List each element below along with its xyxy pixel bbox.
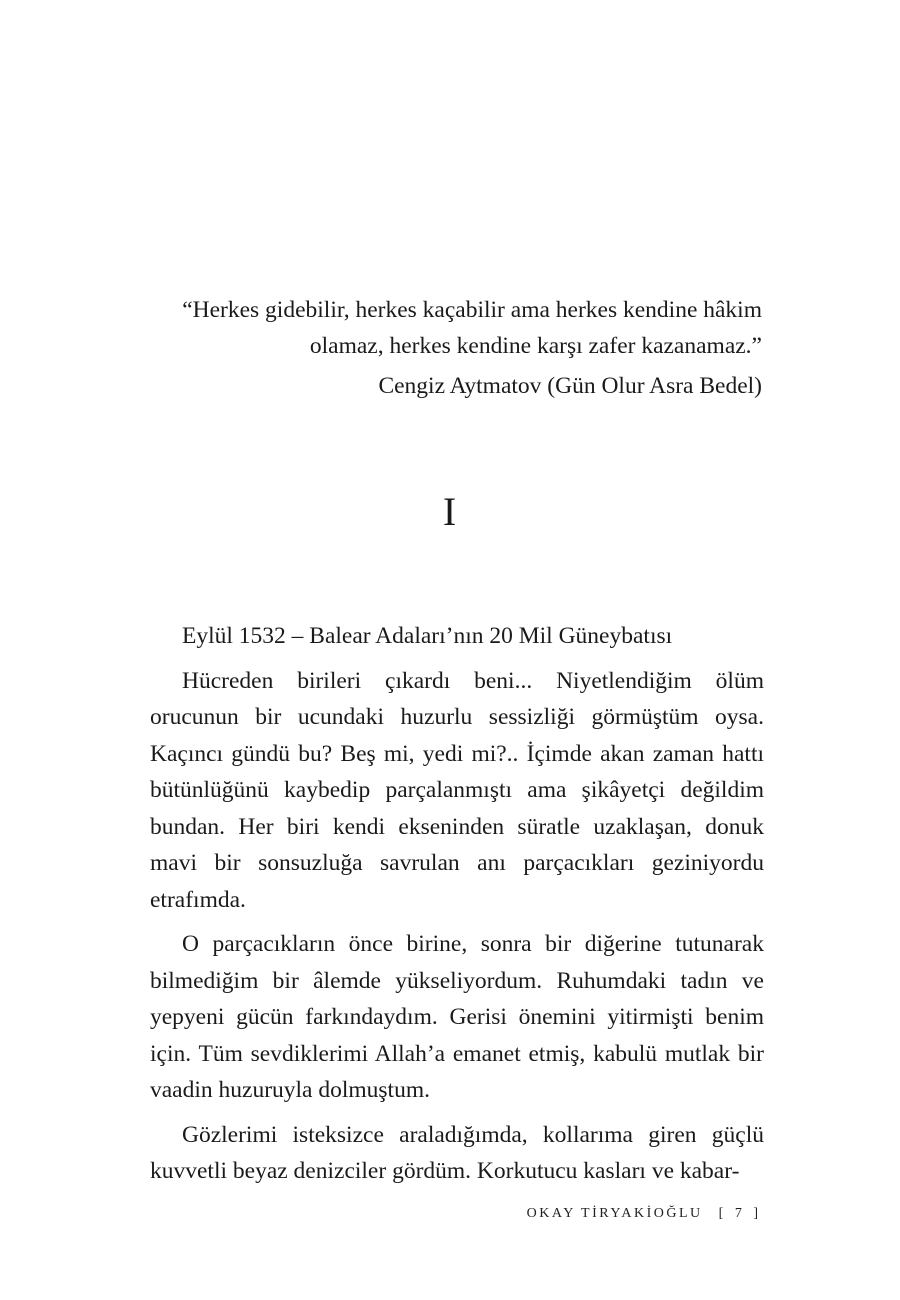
epigraph-line-2: olamaz, herkes kendine karşı zafer kazanamaz.” (309, 333, 762, 359)
section-heading: Eylül 1532 – Balear Adaları’nın 20 Mil Güneybatısı (182, 623, 673, 649)
paragraph: O parçacıkların önce birine, sonra bir diğerine tutunarak bilmediğim bir âlemde yükseliyordum. Ruhumdaki tadın ve yepyeni gücün farkındaydım. Gerisi önemini yitirmişti benim için. Tüm sevdiklerimi Allah’a emanet etmiş, kabulü mutlak bir vaadin huzuruyla dolmuştum. (150, 931, 764, 1103)
paragraph: Gözlerimi isteksizce araladığımda, kollarıma giren güçlü kuvvetli beyaz denizciler gördüm. Korkutucu kasları ve kabar- (150, 1121, 764, 1184)
footer-author: OKAY TİRYAKİOĞLU (526, 1206, 703, 1221)
epigraph (122, 292, 762, 404)
running-footer (527, 1206, 762, 1222)
epigraph-attribution: Cengiz Aytmatov (Gün Olur Asra Bedel) (378, 373, 762, 399)
body-text (150, 618, 764, 1198)
epigraph-line-1: “Herkes gidebilir, herkes kaçabilir ama herkes kendine hâkim (182, 297, 762, 323)
page-number: [ 7 ] (718, 1206, 762, 1221)
paragraph: Hücreden birileri çıkardı beni... Niyetlendiğim ölüm orucunun bir ucundaki huzurlu sessizliği görmüştüm oysa. Kaçıncı gündü bu? Beş mi, yedi mi?.. İçimde akan zaman hattı bütünlüğünü kaybedip parçalanmıştı ama şikâyetçi değildim bundan. Her biri kendi ekseninden süratle uzaklaşan, donuk mavi bir sonsuzluğa savrulan anı parçacıkları geziniyordu etrafımda. (150, 667, 764, 913)
chapter-numeral: I (442, 489, 458, 534)
